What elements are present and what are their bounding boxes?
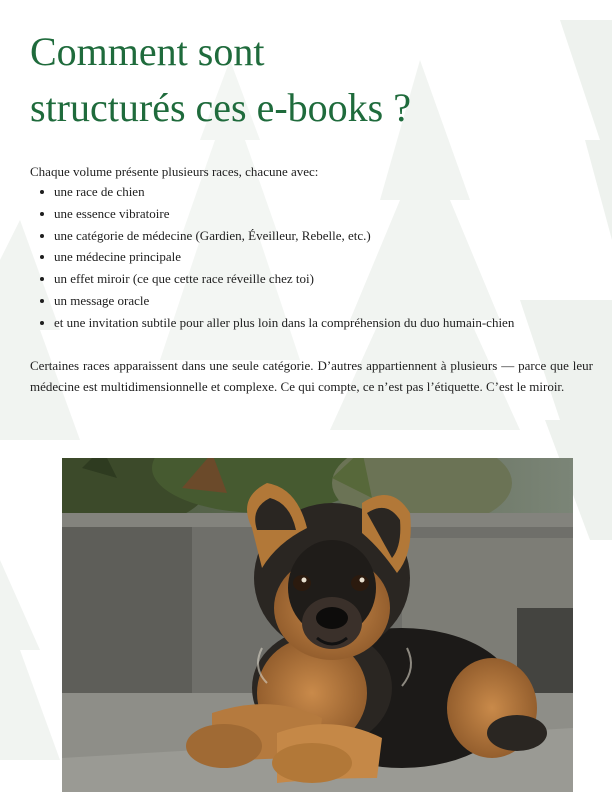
bullet-icon	[40, 277, 44, 281]
bullet-icon	[40, 299, 44, 303]
page-title-line-2: structurés ces e-books ?	[30, 85, 411, 130]
feature-list	[30, 181, 605, 334]
bullet-icon	[40, 255, 44, 259]
page-title-line-1: Comment sont	[30, 29, 265, 74]
list-item-text: une médecine principale	[54, 249, 182, 265]
puppy-photo	[62, 458, 573, 792]
list-item	[30, 312, 605, 334]
intro-text: Chaque volume présente plusieurs races, chacune avec:	[30, 164, 319, 179]
page-title	[30, 24, 590, 136]
german-shepherd-puppy-image	[62, 458, 573, 792]
list-item-text: et une invitation subtile pour aller plus loin dans la compréhension du duo humain-chien	[54, 314, 515, 330]
list-item	[30, 181, 605, 203]
list-item	[30, 290, 605, 312]
list-item-text: une race de chien	[54, 184, 145, 199]
bullet-icon	[40, 234, 44, 238]
bullet-icon	[40, 321, 44, 325]
list-item	[30, 203, 605, 225]
bullet-icon	[40, 212, 44, 216]
list-item-text: un effet miroir (ce que cette race réveille chez toi)	[54, 271, 314, 287]
body-paragraph: Certaines races apparaissent dans une seule catégorie. D’autres appartiennent à plusieurs — parce que leur médecine est multidimensionnelle et complexe. Ce qui compte, ce n’est pas l’étiquette. C’est le miroir.	[30, 358, 593, 394]
list-item	[30, 246, 605, 268]
list-item-text: un message oracle	[54, 292, 150, 308]
list-item	[30, 225, 605, 247]
bullet-icon	[40, 190, 44, 194]
list-item	[30, 268, 605, 290]
list-item-text: une catégorie de médecine (Gardien, Éveilleur, Rebelle, etc.)	[54, 227, 371, 243]
list-item-text: une essence vibratoire	[54, 205, 170, 221]
